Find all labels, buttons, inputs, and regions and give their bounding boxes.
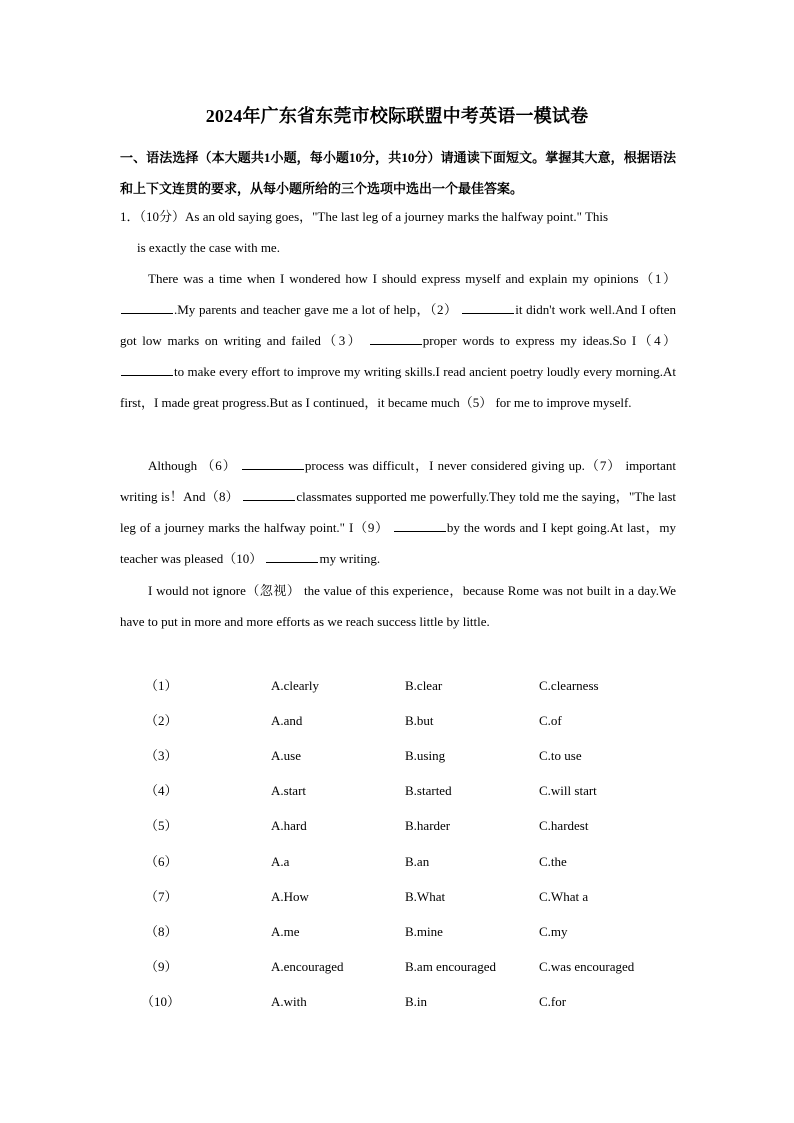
passage-paragraph-3: I would not ignore（忽视） the value of this experience，because Rome was not built in a day.We have to put in more and more efforts as we reach success little by little. [120, 583, 676, 629]
passage-text: it didn't work well.And I often got low marks on writing and failed（3） [120, 302, 676, 348]
question-intro [120, 201, 676, 263]
option-number: （6） [145, 854, 178, 869]
answer-blank-9[interactable] [394, 519, 446, 532]
option-a[interactable]: A.encouraged [271, 959, 344, 974]
option-number: （1） [145, 678, 178, 693]
option-number: （8） [145, 924, 178, 939]
option-b[interactable]: B.an [405, 854, 430, 869]
option-c[interactable]: C.my [539, 924, 568, 939]
option-c[interactable]: C.for [539, 994, 567, 1009]
answer-blank-8[interactable] [243, 488, 295, 501]
option-b[interactable]: B.mine [405, 924, 443, 939]
option-c[interactable]: C.the [539, 854, 567, 869]
passage-text: to make every effort to improve my writing skills.I read ancient poetry loudly every morning.At first，I made great progress.But as I continued，it became much（5） for me to improve myself. [120, 364, 676, 410]
passage-text: by the words and I kept going.At last，my teacher was pleased（10） [120, 520, 676, 566]
option-b[interactable]: B.harder [405, 818, 451, 833]
option-a[interactable]: A.hard [271, 818, 307, 833]
question-intro-continued: is exactly the case with me. [137, 240, 280, 255]
option-number: （2） [145, 713, 178, 728]
passage-text: classmates supported me powerfully.They told me the saying，"The last leg of a journey marks the halfway point." I（9） [120, 489, 676, 535]
section-header: 一、语法选择（本大题共1小题，每小题10分，共10分）请通读下面短文。掌握其大意，根据语法和上下文连贯的要求，从每小题所给的三个选项中选出一个最佳答案。 [120, 150, 676, 196]
option-a[interactable]: A.me [271, 924, 300, 939]
option-row [0, 852, 794, 872]
option-a[interactable]: A.How [271, 889, 309, 904]
option-number: （4） [145, 783, 178, 798]
passage-text: process was difficult，I never considered giving up.（7） important writing is！And（8） [120, 458, 677, 504]
passage-paragraph-1 [120, 263, 676, 418]
option-a[interactable]: A.and [271, 713, 303, 728]
option-b[interactable]: B.What [405, 889, 446, 904]
option-c[interactable]: C.clearness [539, 678, 599, 693]
option-b[interactable]: B.started [405, 783, 452, 798]
answer-blank-10[interactable] [266, 550, 318, 563]
option-row [0, 992, 794, 1012]
option-c[interactable]: C.of [539, 713, 562, 728]
option-c[interactable]: C.What a [539, 889, 589, 904]
option-a[interactable]: A.a [271, 854, 290, 869]
option-a[interactable]: A.start [271, 783, 307, 798]
option-row [0, 746, 794, 766]
option-b[interactable]: B.clear [405, 678, 443, 693]
option-b[interactable]: B.using [405, 748, 446, 763]
question-number: 1． [120, 209, 140, 224]
passage-text: There was a time when I wondered how I should express myself and explain my opinions（1） [148, 271, 676, 286]
question-intro-text: As an old saying goes，"The last leg of a journey marks the halfway point." This [185, 209, 609, 224]
option-row [0, 887, 794, 907]
question-points: （10分） [139, 209, 186, 224]
option-row [0, 922, 794, 942]
passage-text: proper words to express my ideas.So I（4） [422, 333, 677, 348]
option-number: （7） [145, 889, 178, 904]
option-a[interactable]: A.use [271, 748, 301, 763]
answer-blank-4[interactable] [121, 363, 173, 376]
option-row [0, 676, 794, 696]
option-a[interactable]: A.clearly [271, 678, 320, 693]
passage-text: Although （6） [148, 458, 237, 473]
passage-text: my writing. [319, 551, 381, 566]
option-c[interactable]: C.was encouraged [539, 959, 635, 974]
page-title: 2024年广东省东莞市校际联盟中考英语一模试卷 [205, 106, 589, 126]
passage-text: .My parents and teacher gave me a lot of help，（2） [174, 302, 458, 317]
option-b[interactable]: B.am encouraged [405, 959, 496, 974]
option-c[interactable]: C.will start [539, 783, 597, 798]
answer-blank-3[interactable] [370, 332, 422, 345]
option-row [0, 816, 794, 836]
option-b[interactable]: B.but [405, 713, 434, 728]
option-b[interactable]: B.in [405, 994, 428, 1009]
option-a[interactable]: A.with [271, 994, 307, 1009]
option-number: （9） [145, 959, 178, 974]
option-row [0, 781, 794, 801]
answer-blank-1[interactable] [121, 301, 173, 314]
option-row [0, 957, 794, 977]
option-number: （5） [145, 818, 178, 833]
option-number: （10） [141, 994, 181, 1009]
answer-blank-2[interactable] [462, 301, 514, 314]
answer-blank-6[interactable] [242, 457, 304, 470]
option-row [0, 711, 794, 731]
passage-paragraph-2 [120, 450, 676, 574]
option-c[interactable]: C.hardest [539, 818, 589, 833]
option-number: （3） [145, 748, 178, 763]
option-c[interactable]: C.to use [539, 748, 582, 763]
